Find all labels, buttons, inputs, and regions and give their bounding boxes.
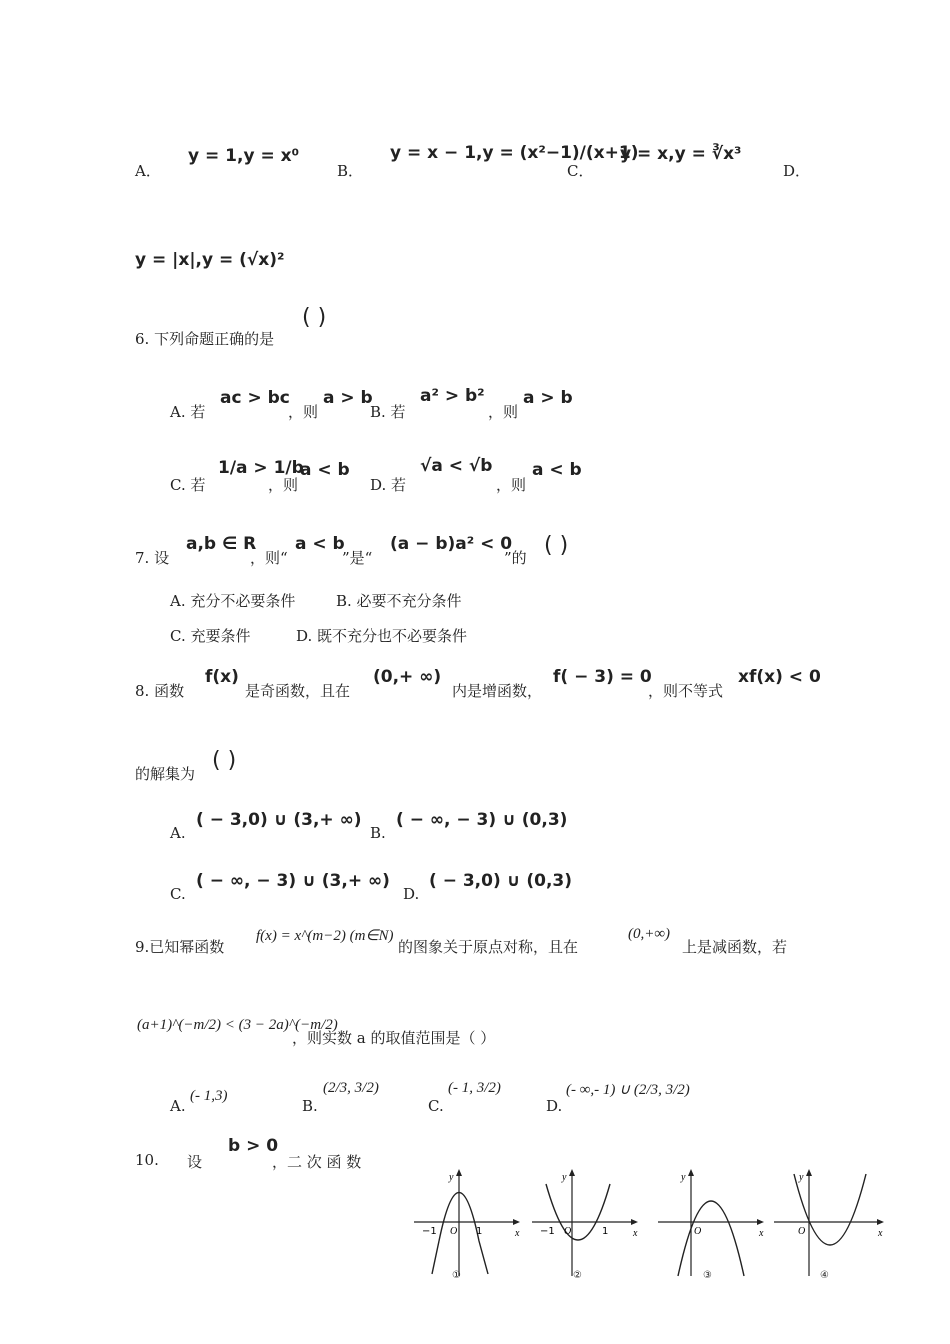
q10-math-1: b > 0: [228, 1136, 279, 1156]
graph-4-origin-label: O: [798, 1226, 806, 1237]
q6-option-c-then: ，则: [268, 476, 299, 494]
q8-option-c-math: ( − ∞, − 3) ∪ (3,+ ∞): [196, 871, 390, 891]
q6-option-a-then: ，则: [288, 403, 319, 421]
q5-option-d-label: D．: [783, 162, 811, 180]
q6-option-d-result: a < b: [532, 460, 582, 480]
graph-2: [530, 1166, 642, 1284]
q7-text-1: ，则“: [250, 549, 288, 567]
q9-text-3: ，则实数 a 的取值范围是（ ）: [292, 1029, 496, 1047]
q9-option-b-label: B.: [302, 1097, 318, 1115]
q5-option-b-math: y = x − 1,y = (x²−1)/(x+1): [390, 143, 639, 163]
graph-1-x-label: x: [515, 1228, 520, 1239]
q8-text-3: ，则不等式: [648, 682, 724, 700]
graph-4-y-label: y: [799, 1172, 804, 1183]
q10-number: 10.: [135, 1151, 159, 1169]
q6-option-a-label: A. 若: [170, 403, 206, 421]
q8-stem: 8. 函数: [135, 682, 185, 700]
q8-option-b-math: ( − ∞, − 3) ∪ (0,3): [396, 810, 568, 830]
q7-option-a: A. 充分不必要条件: [170, 592, 296, 610]
q6-option-d-label: D. 若: [370, 476, 407, 494]
q7-option-b: B. 必要不充分条件: [336, 592, 462, 610]
q6-option-b-label: B. 若: [370, 403, 406, 421]
q7-math-2: a < b: [295, 534, 345, 554]
q5-option-b-label: B．: [337, 162, 364, 180]
q9-option-d-label: D.: [546, 1097, 563, 1115]
q5-option-d-math: y = |x|,y = (√x)²: [135, 250, 285, 270]
q6-option-a-cond: ac > bc: [220, 388, 290, 408]
q9-text-1: 的图象关于原点对称，且在: [398, 938, 579, 956]
graph-3-y-label: y: [681, 1172, 686, 1183]
graph-3: [656, 1166, 768, 1284]
graph-1: [412, 1166, 524, 1284]
graph-3-x-label: x: [759, 1228, 764, 1239]
q6-answer-blank: ( ): [302, 305, 327, 330]
q7-text-3: ”的: [504, 549, 527, 567]
q8-text-2: 内是增函数，: [452, 682, 543, 700]
q5-option-c-label: C．: [567, 162, 594, 180]
q8-math-2: (0,+ ∞): [373, 667, 442, 687]
q8-text-4: 的解集为: [135, 765, 196, 783]
q6-option-d-then: ，则: [496, 476, 527, 494]
q8-math-4: xf(x) < 0: [738, 667, 821, 687]
q7-answer-blank: ( ): [544, 533, 569, 558]
q9-stem: 9.已知幂函数: [135, 938, 225, 956]
graph-1-caption: ①: [452, 1270, 461, 1281]
q8-option-d-math: ( − 3,0) ∪ (0,3): [429, 871, 573, 891]
q9-option-a-math: (- 1,3): [190, 1088, 228, 1104]
q9-option-b-math: (2/3, 3/2): [323, 1080, 379, 1096]
q10-text-1: 设: [187, 1153, 203, 1171]
q6-option-a-result: a > b: [323, 388, 373, 408]
graph-1-origin-label: O: [450, 1226, 458, 1237]
q7-stem: 7. 设: [135, 549, 170, 567]
q7-option-d: D. 既不充分也不必要条件: [296, 627, 468, 645]
q8-option-c-label: C.: [170, 885, 186, 903]
q9-math-3: (a+1)^(−m/2) < (3 − 2a)^(−m/2): [137, 1017, 338, 1033]
q5-option-a-label: A．: [135, 162, 161, 180]
q6-option-b-result: a > b: [523, 388, 573, 408]
q8-option-a-label: A.: [170, 824, 186, 842]
q8-math-1: f(x): [205, 667, 239, 687]
q9-option-c-label: C.: [428, 1097, 444, 1115]
q8-option-b-label: B.: [370, 824, 386, 842]
q9-option-a-label: A.: [170, 1097, 186, 1115]
q6-stem: 6. 下列命题正确的是: [135, 330, 275, 348]
q7-text-2: ”是“: [342, 549, 373, 567]
q9-option-c-math: (- 1, 3/2): [448, 1080, 501, 1096]
graph-2-pos-label: 1: [602, 1226, 609, 1237]
graph-4: [772, 1166, 888, 1284]
graph-2-y-label: y: [562, 1172, 567, 1183]
q8-math-3: f( − 3) = 0: [553, 667, 652, 687]
q5-option-c-math: y = x,y = ∛x³: [620, 144, 742, 164]
q6-option-b-cond: a² > b²: [420, 386, 485, 406]
graph-2-x-label: x: [633, 1228, 638, 1239]
q6-option-b-then: ，则: [488, 403, 519, 421]
q6-option-c-cond: 1/a > 1/b: [218, 458, 304, 478]
graph-1-neg-label: −1: [422, 1226, 437, 1237]
q8-option-d-label: D.: [403, 885, 420, 903]
q9-math-2: (0,+∞): [628, 926, 671, 942]
q9-text-2: 上是减函数，若: [682, 938, 788, 956]
graph-3-origin-label: O: [694, 1226, 702, 1237]
q9-option-d-math: (- ∞,- 1) ∪ (2/3, 3/2): [566, 1082, 690, 1098]
q7-math-3: (a − b)a² < 0: [390, 534, 513, 554]
graph-4-x-label: x: [878, 1228, 883, 1239]
q6-option-d-cond: √a < √b: [420, 456, 493, 476]
q8-text-1: 是奇函数，且在: [245, 682, 351, 700]
graph-3-caption: ③: [703, 1270, 712, 1281]
graph-1-y-label: y: [449, 1172, 454, 1183]
q9-math-1: f(x) = x^(m−2) (m∈N): [256, 928, 394, 944]
graph-1-pos-label: 1: [476, 1226, 483, 1237]
q8-answer-blank: ( ): [212, 748, 237, 773]
q7-math-1: a,b ∈ R: [186, 534, 257, 554]
q8-option-a-math: ( − 3,0) ∪ (3,+ ∞): [196, 810, 362, 830]
q6-option-c-label: C. 若: [170, 476, 206, 494]
graph-2-origin-label: O: [564, 1226, 572, 1237]
graph-2-neg-label: −1: [540, 1226, 555, 1237]
q5-option-a-math: y = 1,y = x⁰: [188, 146, 300, 166]
q7-option-c: C. 充要条件: [170, 627, 251, 645]
q6-option-c-result: a < b: [300, 460, 350, 480]
graph-2-caption: ②: [573, 1270, 582, 1281]
q10-text-2: ，二 次 函 数: [272, 1153, 362, 1171]
graph-4-caption: ④: [820, 1270, 829, 1281]
